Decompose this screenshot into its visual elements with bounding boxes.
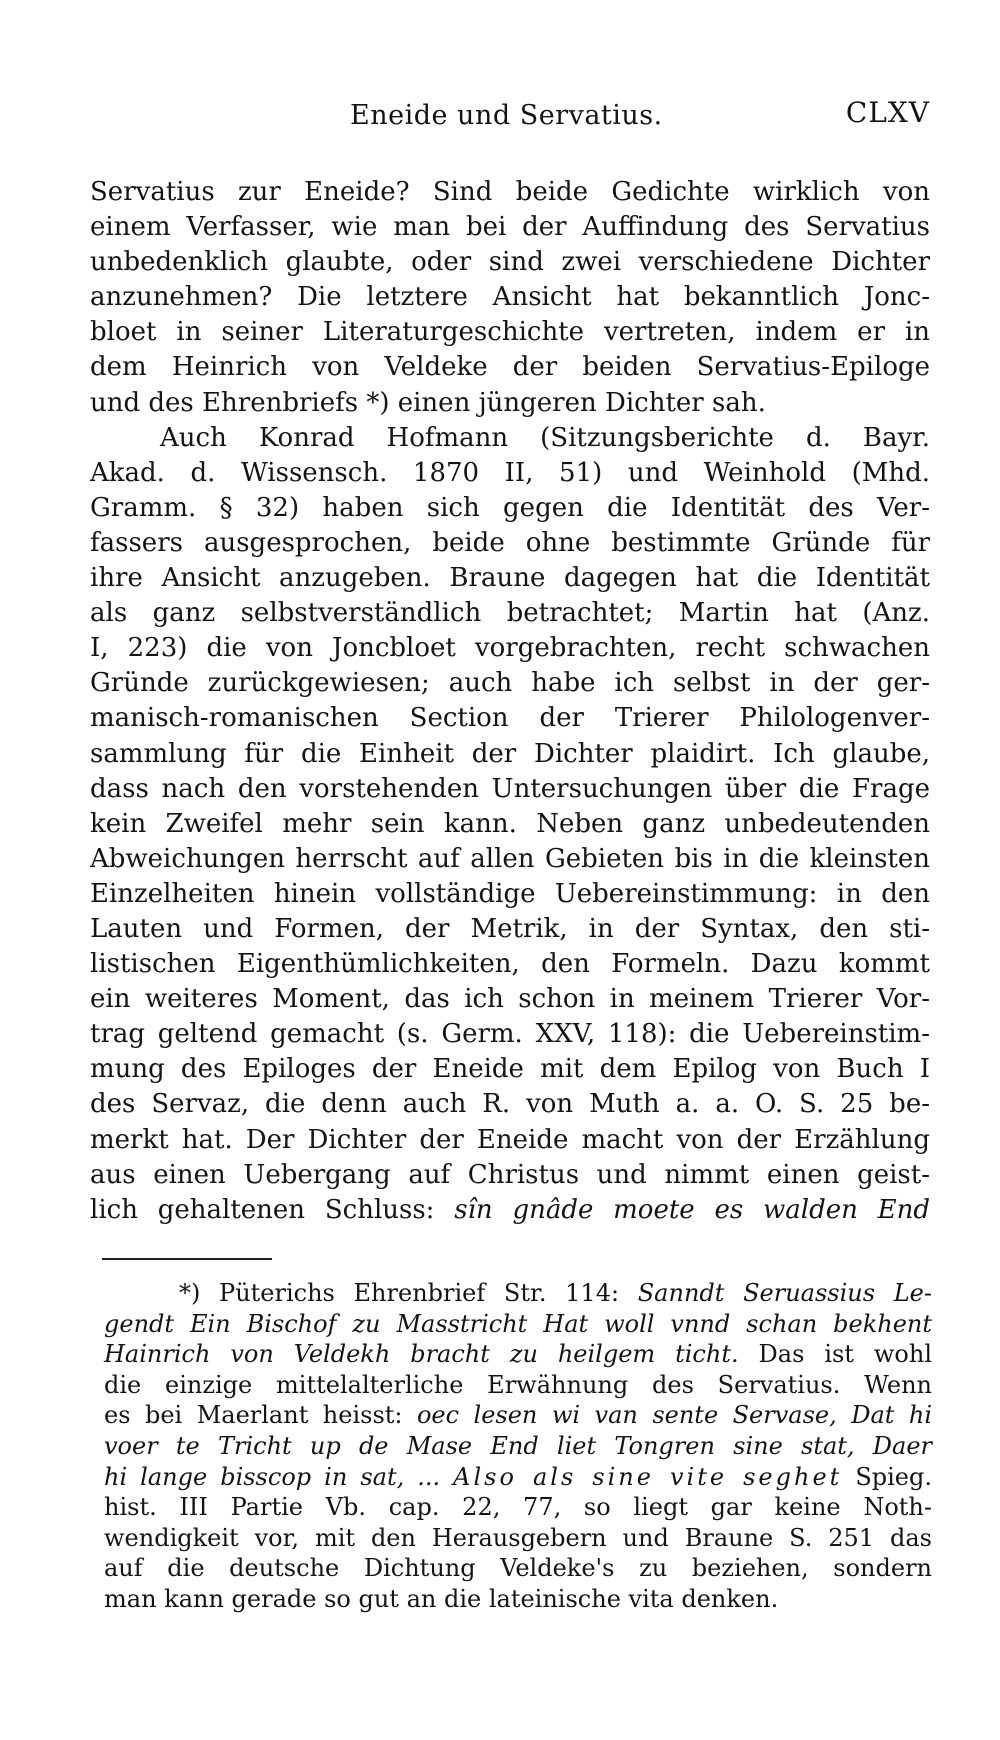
- quotation: voer te Tricht up de Mase End liet Tongren sine stat, Daer: [104, 1431, 932, 1460]
- text-line: aus einen Uebergang auf Christus und nimmt einen geist-: [90, 1159, 930, 1190]
- text-segment: es bei Maerlant heisst:: [104, 1401, 417, 1430]
- footnote-line: wendigkeit vor, mit den Herausgebern und Braune S. 251 das: [104, 1523, 932, 1552]
- text-line: des Servaz, die denn auch R. von Muth a. a. O. S. 25 be-: [90, 1089, 930, 1120]
- text-line: [90, 1193, 930, 1228]
- text-line: dem Heinrich von Veldeke der beiden Servatius-Epiloge: [90, 352, 930, 383]
- footnote-line: [104, 1400, 932, 1431]
- text-line: sammlung für die Einheit der Dichter plaidirt. Ich glaube,: [90, 738, 930, 769]
- quotation: hi lange bisscop in sat, ...: [104, 1462, 454, 1491]
- text-line: und des Ehrenbriefs *) einen jüngeren Dichter sah.: [90, 387, 766, 418]
- text-line: kein Zweifel mehr sein kann. Neben ganz unbedeutenden: [90, 808, 930, 839]
- text-segment: lich gehaltenen Schluss:: [90, 1194, 455, 1225]
- text-line: trag geltend gemacht (s. Germ. XXV, 118): die Uebereinstim-: [90, 1019, 930, 1050]
- text-line: Gramm. § 32) haben sich gegen die Identität des Ver-: [90, 492, 930, 523]
- text-line: I, 223) die von Joncbloet vorgebrachten, recht schwachen: [90, 633, 930, 664]
- quotation: gendt Ein Bischof zu Masstricht Hat woll vnnd schan bekhent: [104, 1309, 932, 1338]
- text-line: als ganz selbstverständlich betrachtet; Martin hat (Anz.: [90, 598, 930, 629]
- text-line: Akad. d. Wissensch. 1870 II, 51) und Weinhold (Mhd.: [90, 457, 930, 488]
- quotation-spaced: Also als sine vite seghet: [453, 1462, 843, 1491]
- text-line: ihre Ansicht anzugeben. Braune dagegen hat die Identität: [90, 563, 930, 594]
- text-line: fassers ausgesprochen, beide ohne bestimmte Gründe für: [90, 527, 930, 558]
- text-line: einem Verfasser, wie man bei der Auffindung des Servatius: [90, 212, 930, 243]
- text-line: ein weiteres Moment, das ich schon in meinem Trierer Vor-: [90, 984, 930, 1015]
- text-line: Einzelheiten hinein vollständige Uebereinstimmung: in den: [90, 878, 930, 909]
- text-line: anzunehmen? Die letztere Ansicht hat bekanntlich Jonc-: [90, 282, 930, 313]
- footnote-line: [104, 1278, 932, 1309]
- text-line: merkt hat. Der Dichter der Eneide macht von der Erzählung: [90, 1124, 930, 1155]
- footnote-line: [104, 1431, 932, 1462]
- text-segment: Spieg.: [842, 1462, 933, 1491]
- running-title: Eneide und Servatius.: [350, 100, 663, 131]
- text-line: Abweichungen herrscht auf allen Gebieten bis in die kleinsten: [90, 843, 930, 874]
- page-number: CLXV: [845, 96, 930, 129]
- footnote-line: man kann gerade so gut an die lateinische vita denken.: [104, 1584, 779, 1613]
- text-line: unbedenklich glaubte, oder sind zwei verschiedene Dichter: [90, 247, 930, 278]
- footnote-divider: [102, 1258, 272, 1260]
- quotation: oec lesen wi van sente Servase, Dat hi: [416, 1401, 932, 1430]
- text-line: Auch Konrad Hofmann (Sitzungsberichte d. Bayr.: [160, 422, 930, 453]
- footnote-line: auf die deutsche Dichtung Veldeke's zu beziehen, sondern: [104, 1554, 932, 1583]
- quotation: Hainrich von Veldekh bracht zu heilgem ticht.: [104, 1340, 739, 1369]
- text-line: manisch-romanischen Section der Trierer Philologenver-: [90, 703, 930, 734]
- quotation: Sanndt Seruassius Le-: [637, 1279, 932, 1307]
- footnote-line: [104, 1309, 932, 1340]
- text-segment: *) Püterichs Ehrenbrief Str. 114:: [179, 1279, 638, 1307]
- footnote-line: [104, 1339, 932, 1370]
- main-text: [90, 175, 930, 1228]
- text-line: Lauten und Formen, der Metrik, in der Syntax, den sti-: [90, 913, 930, 944]
- text-line: Gründe zurückgewiesen; auch habe ich selbst in der ger-: [90, 668, 930, 699]
- text-line: mung des Epiloges der Eneide mit dem Epilog von Buch I: [90, 1054, 930, 1085]
- text-line: listischen Eigenthümlichkeiten, den Formeln. Dazu kommt: [90, 949, 930, 980]
- text-line: Servatius zur Eneide? Sind beide Gedichte wirklich von: [90, 177, 930, 207]
- footnote-line: hist. III Partie Vb. cap. 22, 77, so liegt gar keine Noth-: [104, 1493, 932, 1522]
- quotation: sîn gnâde moete es walden End: [454, 1194, 930, 1225]
- footnote: [104, 1278, 932, 1615]
- text-segment: Das ist wohl: [738, 1340, 933, 1369]
- text-line: bloet in seiner Literaturgeschichte vertreten, indem er in: [90, 317, 930, 348]
- running-head: [90, 96, 930, 140]
- footnote-line: [104, 1462, 932, 1493]
- footnote-line: die einzige mittelalterliche Erwähnung des Servatius. Wenn: [104, 1370, 932, 1399]
- text-line: dass nach den vorstehenden Untersuchungen über die Frage: [90, 773, 930, 804]
